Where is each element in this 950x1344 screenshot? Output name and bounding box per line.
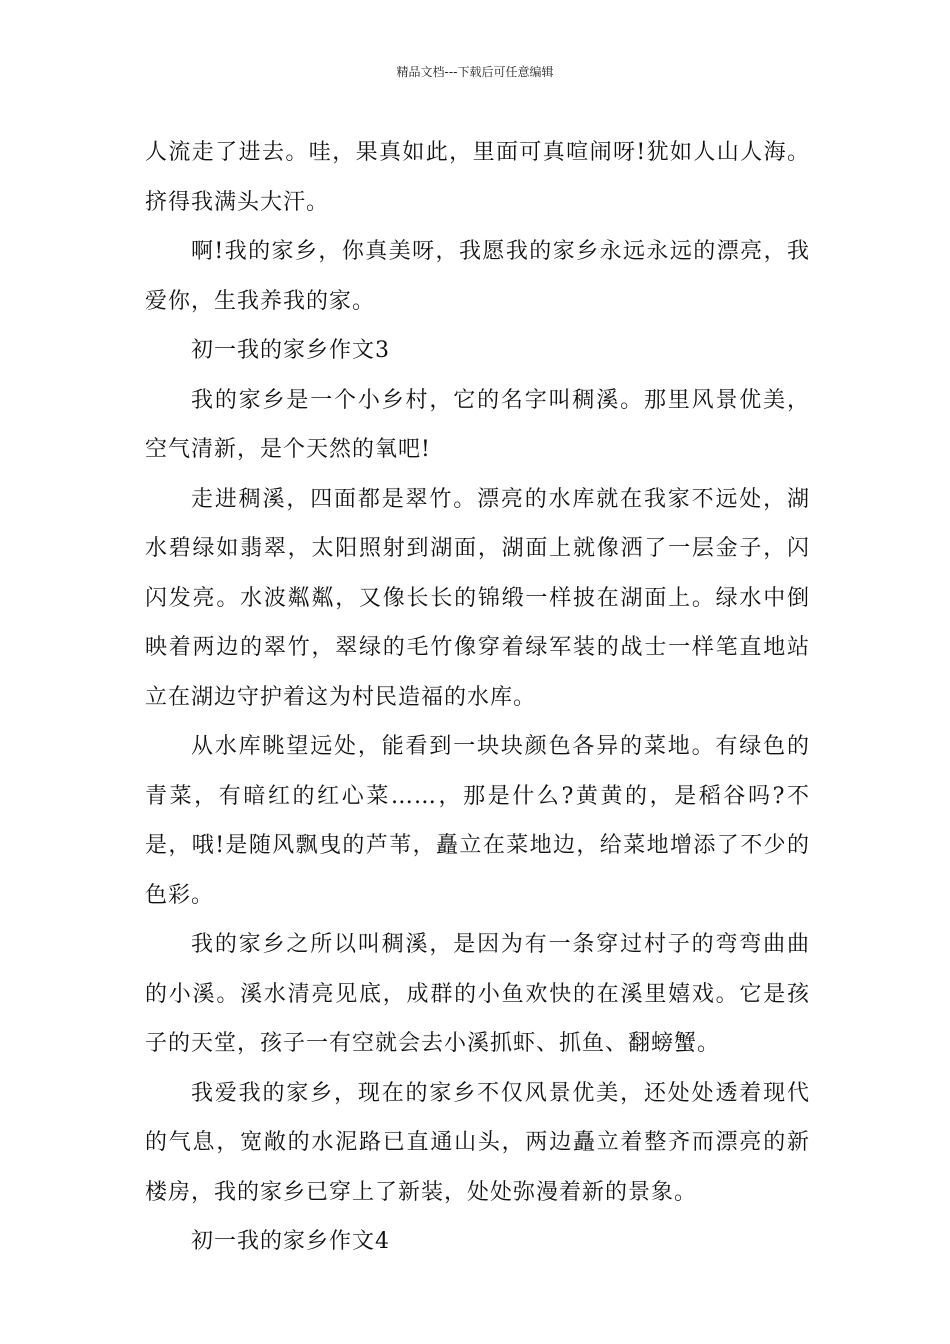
paragraph: 我的家乡之所以叫稠溪，是因为有一条穿过村子的弯弯曲曲的小溪。溪水清亮见底，成群的小鱼欢快的在溪里嬉戏。它是孩子的天堂，孩子一有空就会去小溪抓虾、抓鱼、翻螃蟹。 xyxy=(145,932,810,1056)
paragraph-continuation: 人流走了进去。哇，果真如此，里面可真喧闹呀!犹如人山人海。挤得我满头大汗。 xyxy=(145,140,810,215)
document-body xyxy=(145,128,810,1267)
paragraph: 我爱我的家乡，现在的家乡不仅风景优美，还处处透着现代的气息，宽敞的水泥路已直通山头，两边矗立着整齐而漂亮的新楼房，我的家乡已穿上了新装，处处弥漫着新的景象。 xyxy=(145,1080,810,1205)
paragraph: 我的家乡是一个小乡村，它的名字叫稠溪。那里风景优美，空气清新，是个天然的氧吧! xyxy=(145,387,810,462)
paragraph: 啊!我的家乡，你真美呀，我愿我的家乡永远永远的漂亮，我爱你，生我养我的家。 xyxy=(145,239,810,314)
paragraph: 从水库眺望远处，能看到一块块颜色各异的菜地。有绿色的青菜，有暗红的红心菜……，那是什么?黄黄的，是稻谷吗?不是，哦!是随风飘曳的芦苇，矗立在菜地边，给菜地增添了不少的色彩。 xyxy=(145,734,810,908)
section-heading: 初一我的家乡作文3 xyxy=(191,338,390,363)
paragraph: 走进稠溪，四面都是翠竹。漂亮的水库就在我家不远处，湖水碧绿如翡翠，太阳照射到湖面，湖面上就像洒了一层金子，闪闪发亮。水波粼粼，又像长长的锦缎一样披在湖面上。绿水中倒映着两边的翠竹，翠绿的毛竹像穿着绿军装的战士一样笔直地站立在湖边守护着这为村民造福的水库。 xyxy=(145,486,810,710)
page-header: 精品文档---下载后可任意编辑 xyxy=(396,65,554,79)
section-heading: 初一我的家乡作文4 xyxy=(191,1229,390,1254)
